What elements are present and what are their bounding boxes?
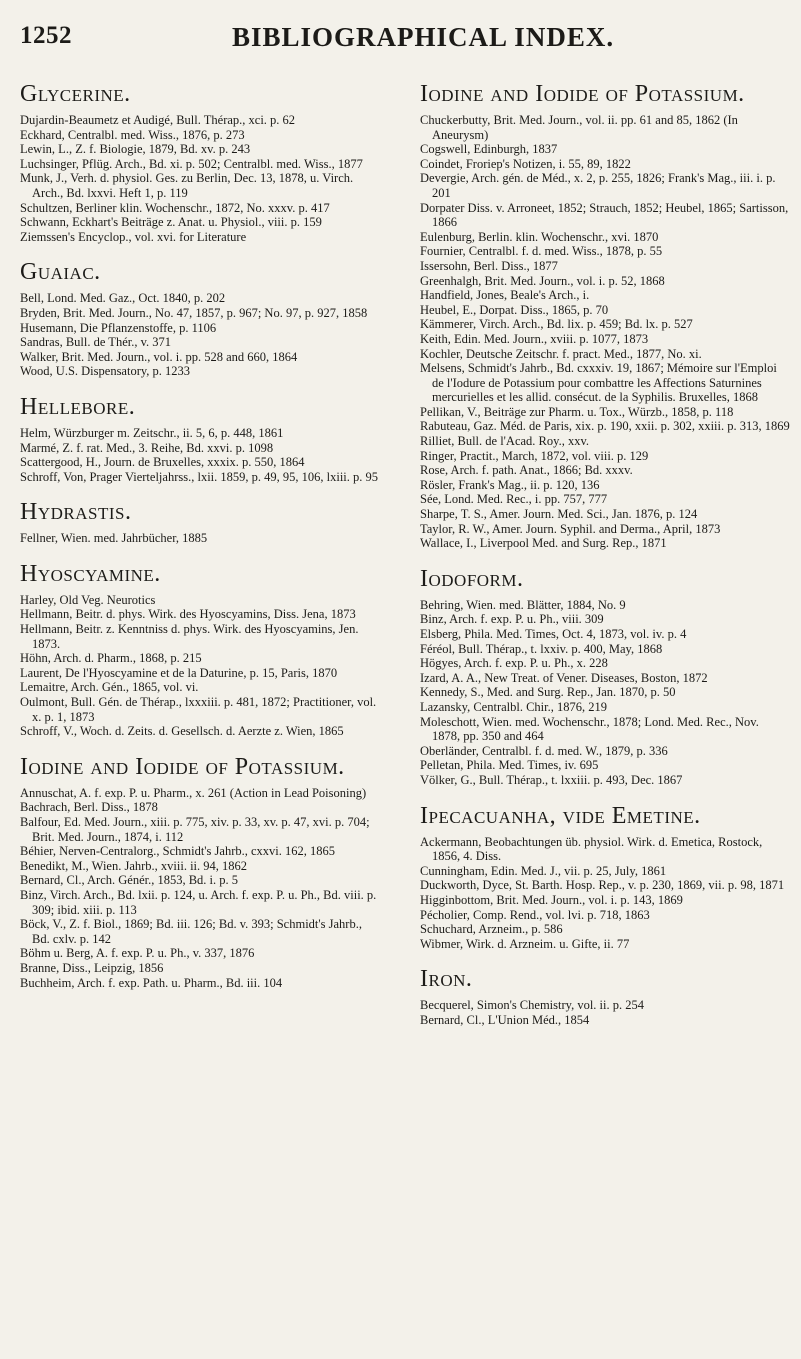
reference-entry: Becquerel, Simon's Chemistry, vol. ii. p. 254 — [420, 998, 644, 1013]
running-title: BIBLIOGRAPHICAL INDEX. — [232, 22, 615, 52]
section-heading: Iodine and Iodide of Potassium. — [20, 753, 345, 780]
reference-entry: Wallace, I., Liverpool Med. and Surg. Rep., 1871 — [420, 536, 667, 551]
reference-entry: Rösler, Frank's Mag., ii. p. 120, 136 — [420, 477, 600, 492]
reference-entry: Behring, Wien. med. Blätter, 1884, No. 9 — [420, 597, 626, 612]
reference-entry: Ringer, Practit., March, 1872, vol. viii. p. 129 — [420, 448, 649, 463]
reference-entry: Wibmer, Wirk. d. Arzneim. u. Gifte, ii. 77 — [420, 936, 630, 951]
reference-entry: Völker, G., Bull. Thérap., t. lxxiii. p. 493, Dec. 1867 — [420, 772, 683, 787]
reference-entry: Taylor, R. W., Amer. Journ. Syphil. and Derma., April, 1873 — [420, 521, 721, 536]
reference-entry: Eulenburg, Berlin. klin. Wochenschr., xvi. 1870 — [420, 229, 659, 244]
reference-entry: Bryden, Brit. Med. Journ., No. 47, 1857, p. 967; No. 97, p. 927, 1858 — [20, 305, 368, 320]
reference-entry: Melsens, Schmidt's Jahrb., Bd. cxxxiv. 19, 1867; Mémoire sur l'Emploi de l'Iodure de Potassium pour combattre les Affections Saturnines mercurielles et les allid. consécut. de la Syphilis. Bruxelles, 1868 — [420, 361, 777, 405]
reference-entry: Fournier, Centralbl. f. d. med. Wiss., 1878, p. 55 — [420, 244, 663, 259]
reference-entry: Issersohn, Berl. Diss., 1877 — [420, 258, 558, 273]
reference-entry: Sharpe, T. S., Amer. Journ. Med. Sci., Jan. 1876, p. 124 — [420, 507, 698, 522]
section-heading: Guaiac. — [20, 259, 101, 286]
reference-entry: Schroff, Von, Prager Vierteljahrss., lxii. 1859, p. 49, 95, 106, lxiii. p. 95 — [20, 469, 379, 484]
reference-entry: Marmé, Z. f. rat. Med., 3. Reihe, Bd. xxvi. p. 1098 — [20, 440, 274, 455]
reference-entry: Scattergood, H., Journ. de Bruxelles, xxxix. p. 550, 1864 — [20, 455, 305, 470]
left-column — [20, 80, 380, 990]
reference-entry: Lemaitre, Arch. Gén., 1865, vol. vi. — [20, 680, 199, 695]
reference-entry: Devergie, Arch. gén. de Méd., x. 2, p. 255, 1826; Frank's Mag., iii. i. p. 201 — [420, 171, 776, 200]
reference-entry: Schultzen, Berliner klin. Wochenschr., 1872, No. xxxv. p. 417 — [20, 200, 330, 215]
index-section — [20, 560, 380, 739]
reference-entry: Bernard, Cl., Arch. Génér., 1853, Bd. i. p. 5 — [20, 873, 239, 888]
reference-entry: Husemann, Die Pflanzenstoffe, p. 1106 — [20, 320, 217, 335]
reference-entry: Béhier, Nerven-Centralorg., Schmidt's Jahrb., cxxvi. 162, 1865 — [20, 844, 336, 859]
index-section — [20, 393, 380, 484]
reference-entry: Schuchard, Arzneim., p. 586 — [420, 922, 563, 937]
index-section — [420, 80, 790, 551]
reference-entry: Branne, Diss., Leipzig, 1856 — [20, 960, 164, 975]
reference-entry: Pellikan, V., Beiträge zur Pharm. u. Tox., Würzb., 1858, p. 118 — [420, 404, 734, 419]
reference-entry: Binz, Virch. Arch., Bd. lxii. p. 124, u. Arch. f. exp. P. u. Ph., Bd. viii. p. 309; ibid. xiii. p. 113 — [20, 887, 377, 917]
reference-entry: Greenhalgh, Brit. Med. Journ., vol. i. p. 52, 1868 — [420, 273, 665, 288]
section-heading: Hyoscyamine. — [20, 560, 161, 587]
reference-entry: Laurent, De l'Hyoscyamine et de la Daturine, p. 15, Paris, 1870 — [20, 665, 338, 680]
reference-entry: Cogswell, Edinburgh, 1837 — [420, 142, 558, 157]
reference-entry: Bernard, Cl., L'Union Méd., 1854 — [420, 1012, 590, 1027]
index-section — [20, 80, 380, 244]
reference-entry: Helm, Würzburger m. Zeitschr., ii. 5, 6, p. 448, 1861 — [20, 425, 284, 440]
reference-entry: Lewin, L., Z. f. Biologie, 1879, Bd. xv. p. 243 — [20, 142, 251, 157]
page-number: 1252 — [20, 22, 72, 49]
reference-entry: Annuschat, A. f. exp. P. u. Pharm., x. 261 (Action in Lead Poisoning) — [20, 785, 367, 800]
reference-entry: Rilliet, Bull. de l'Acad. Roy., xxv. — [420, 434, 590, 449]
reference-entry: Kämmerer, Virch. Arch., Bd. lix. p. 459; Bd. lx. p. 527 — [420, 317, 693, 332]
reference-entry: Hellmann, Beitr. d. phys. Wirk. des Hyoscyamins, Diss. Jena, 1873 — [20, 607, 356, 622]
reference-entry: Izard, A. A., New Treat. of Vener. Diseases, Boston, 1872 — [420, 670, 708, 685]
section-heading: Iodoform. — [420, 565, 524, 592]
right-column — [420, 80, 790, 1027]
reference-entry: Eckhard, Centralbl. med. Wiss., 1876, p. 273 — [20, 127, 245, 142]
reference-entry: Bachrach, Berl. Diss., 1878 — [20, 800, 158, 815]
section-heading: Ipecacuanha, vide Emetine. — [420, 802, 701, 829]
reference-entry: Ackermann, Beobachtungen üb. physiol. Wirk. d. Emetica, Rostock, 1856, 4. Diss. — [420, 834, 763, 864]
index-section — [20, 753, 380, 990]
section-heading: Hydrastis. — [20, 499, 132, 526]
reference-entry: Dorpater Diss. v. Arroneet, 1852; Strauch, 1852; Heubel, 1865; Sartisson, 1866 — [420, 200, 789, 230]
reference-entry: Sandras, Bull. de Thér., v. 371 — [20, 335, 172, 350]
section-heading: Glycerine. — [20, 81, 131, 107]
reference-entry: Böck, V., Z. f. Biol., 1869; Bd. iii. 126; Bd. v. 393; Schmidt's Jahrb., Bd. cxlv. p. 142 — [20, 917, 362, 946]
reference-entry: Kochler, Deutsche Zeitschr. f. pract. Med., 1877, No. xi. — [420, 346, 702, 361]
section-heading: Hellebore. — [20, 393, 136, 420]
index-section — [420, 802, 790, 952]
reference-entry: Duckworth, Dyce, St. Barth. Hosp. Rep., v. p. 230, 1869, vii. p. 98, 1871 — [420, 878, 785, 893]
reference-entry: Kennedy, S., Med. and Surg. Rep., Jan. 1870, p. 50 — [420, 685, 676, 700]
reference-entry: Schroff, V., Woch. d. Zeits. d. Gesellsch. d. Aerzte z. Wien, 1865 — [20, 724, 344, 739]
reference-entry: Moleschott, Wien. med. Wochenschr., 1878; Lond. Med. Rec., Nov. 1878, pp. 350 and 464 — [420, 714, 759, 744]
reference-entry: Höhn, Arch. d. Pharm., 1868, p. 215 — [20, 651, 202, 666]
reference-entry: Chuckerbutty, Brit. Med. Journ., vol. ii. pp. 61 and 85, 1862 (In Aneurysm) — [420, 113, 738, 142]
page-header — [0, 22, 801, 62]
reference-entry: Dujardin-Beaumetz et Audigé, Bull. Thérap., xci. p. 62 — [20, 113, 296, 127]
reference-entry: Higginbottom, Brit. Med. Journ., vol. i. p. 143, 1869 — [420, 892, 683, 907]
index-section — [20, 258, 380, 379]
reference-entry: Rabuteau, Gaz. Méd. de Paris, xix. p. 190, xxii. p. 302, xxiii. p. 313, 1869 — [420, 419, 790, 434]
reference-entry: Lazansky, Centralbl. Chir., 1876, 219 — [420, 699, 608, 714]
reference-entry: Hellmann, Beitr. z. Kenntniss d. phys. Wirk. des Hyoscyamins, Jen. 1873. — [20, 622, 359, 651]
reference-entry: Pelletan, Phila. Med. Times, iv. 695 — [420, 758, 599, 773]
reference-entry: Schwann, Eckhart's Beiträge z. Anat. u. Physiol., viii. p. 159 — [20, 215, 322, 230]
index-section — [420, 965, 790, 1027]
reference-entry: Fellner, Wien. med. Jahrbücher, 1885 — [20, 531, 208, 546]
reference-entry: Böhm u. Berg, A. f. exp. P. u. Ph., v. 337, 1876 — [20, 946, 255, 961]
reference-entry: Oberländer, Centralbl. f. d. med. W., 1879, p. 336 — [420, 743, 668, 758]
reference-entry: Bell, Lond. Med. Gaz., Oct. 1840, p. 202 — [20, 291, 226, 306]
reference-entry: Ziemssen's Encyclop., vol. xvi. for Literature — [20, 229, 247, 244]
section-heading: Iron. — [420, 966, 473, 993]
reference-entry: Oulmont, Bull. Gén. de Thérap., lxxxiii. p. 481, 1872; Practitioner, vol. x. p. 1, 1873 — [20, 695, 377, 724]
reference-entry: Sée, Lond. Med. Rec., i. pp. 757, 777 — [420, 492, 608, 507]
section-heading: Iodine and Iodide of Potassium. — [420, 81, 745, 107]
reference-entry: Keith, Edin. Med. Journ., xviii. p. 1077, 1873 — [420, 331, 649, 346]
reference-entry: Féréol, Bull. Thérap., t. lxxiv. p. 400, May, 1868 — [420, 641, 663, 656]
reference-entry: Högyes, Arch. f. exp. P. u. Ph., x. 228 — [420, 656, 608, 671]
reference-entry: Binz, Arch. f. exp. P. u. Ph., viii. 309 — [420, 612, 604, 627]
reference-entry: Buchheim, Arch. f. exp. Path. u. Pharm., Bd. iii. 104 — [20, 975, 283, 990]
reference-entry: Cunningham, Edin. Med. J., vii. p. 25, July, 1861 — [420, 863, 667, 878]
reference-entry: Coindet, Froriep's Notizen, i. 55, 89, 1822 — [420, 156, 631, 171]
reference-entry: Benedikt, M., Wien. Jahrb., xviii. ii. 94, 1862 — [20, 858, 248, 873]
reference-entry: Wood, U.S. Dispensatory, p. 1233 — [20, 364, 191, 379]
reference-entry: Rose, Arch. f. path. Anat., 1866; Bd. xxxv. — [420, 463, 633, 478]
reference-entry: Heubel, E., Dorpat. Diss., 1865, p. 70 — [420, 302, 609, 317]
reference-entry: Pécholier, Comp. Rend., vol. lvi. p. 718, 1863 — [420, 907, 650, 922]
reference-entry: Handfield, Jones, Beale's Arch., i. — [420, 288, 590, 303]
reference-entry: Balfour, Ed. Med. Journ., xiii. p. 775, xiv. p. 33, xv. p. 47, xvi. p. 704; Brit. Med. Journ., 1874, i. 112 — [20, 815, 370, 844]
index-section — [20, 498, 380, 546]
reference-entry: Munk, J., Verh. d. physiol. Ges. zu Berlin, Dec. 13, 1878, u. Virch. Arch., Bd. lxxvi. Heft 1, p. 119 — [20, 171, 354, 200]
reference-entry: Luchsinger, Pflüg. Arch., Bd. xi. p. 502; Centralbl. med. Wiss., 1877 — [20, 156, 363, 171]
index-section — [420, 565, 790, 788]
reference-entry: Elsberg, Phila. Med. Times, Oct. 4, 1873, vol. iv. p. 4 — [420, 627, 687, 641]
reference-entry: Walker, Brit. Med. Journ., vol. i. pp. 528 and 660, 1864 — [20, 349, 298, 364]
reference-entry: Harley, Old Veg. Neurotics — [20, 592, 156, 607]
